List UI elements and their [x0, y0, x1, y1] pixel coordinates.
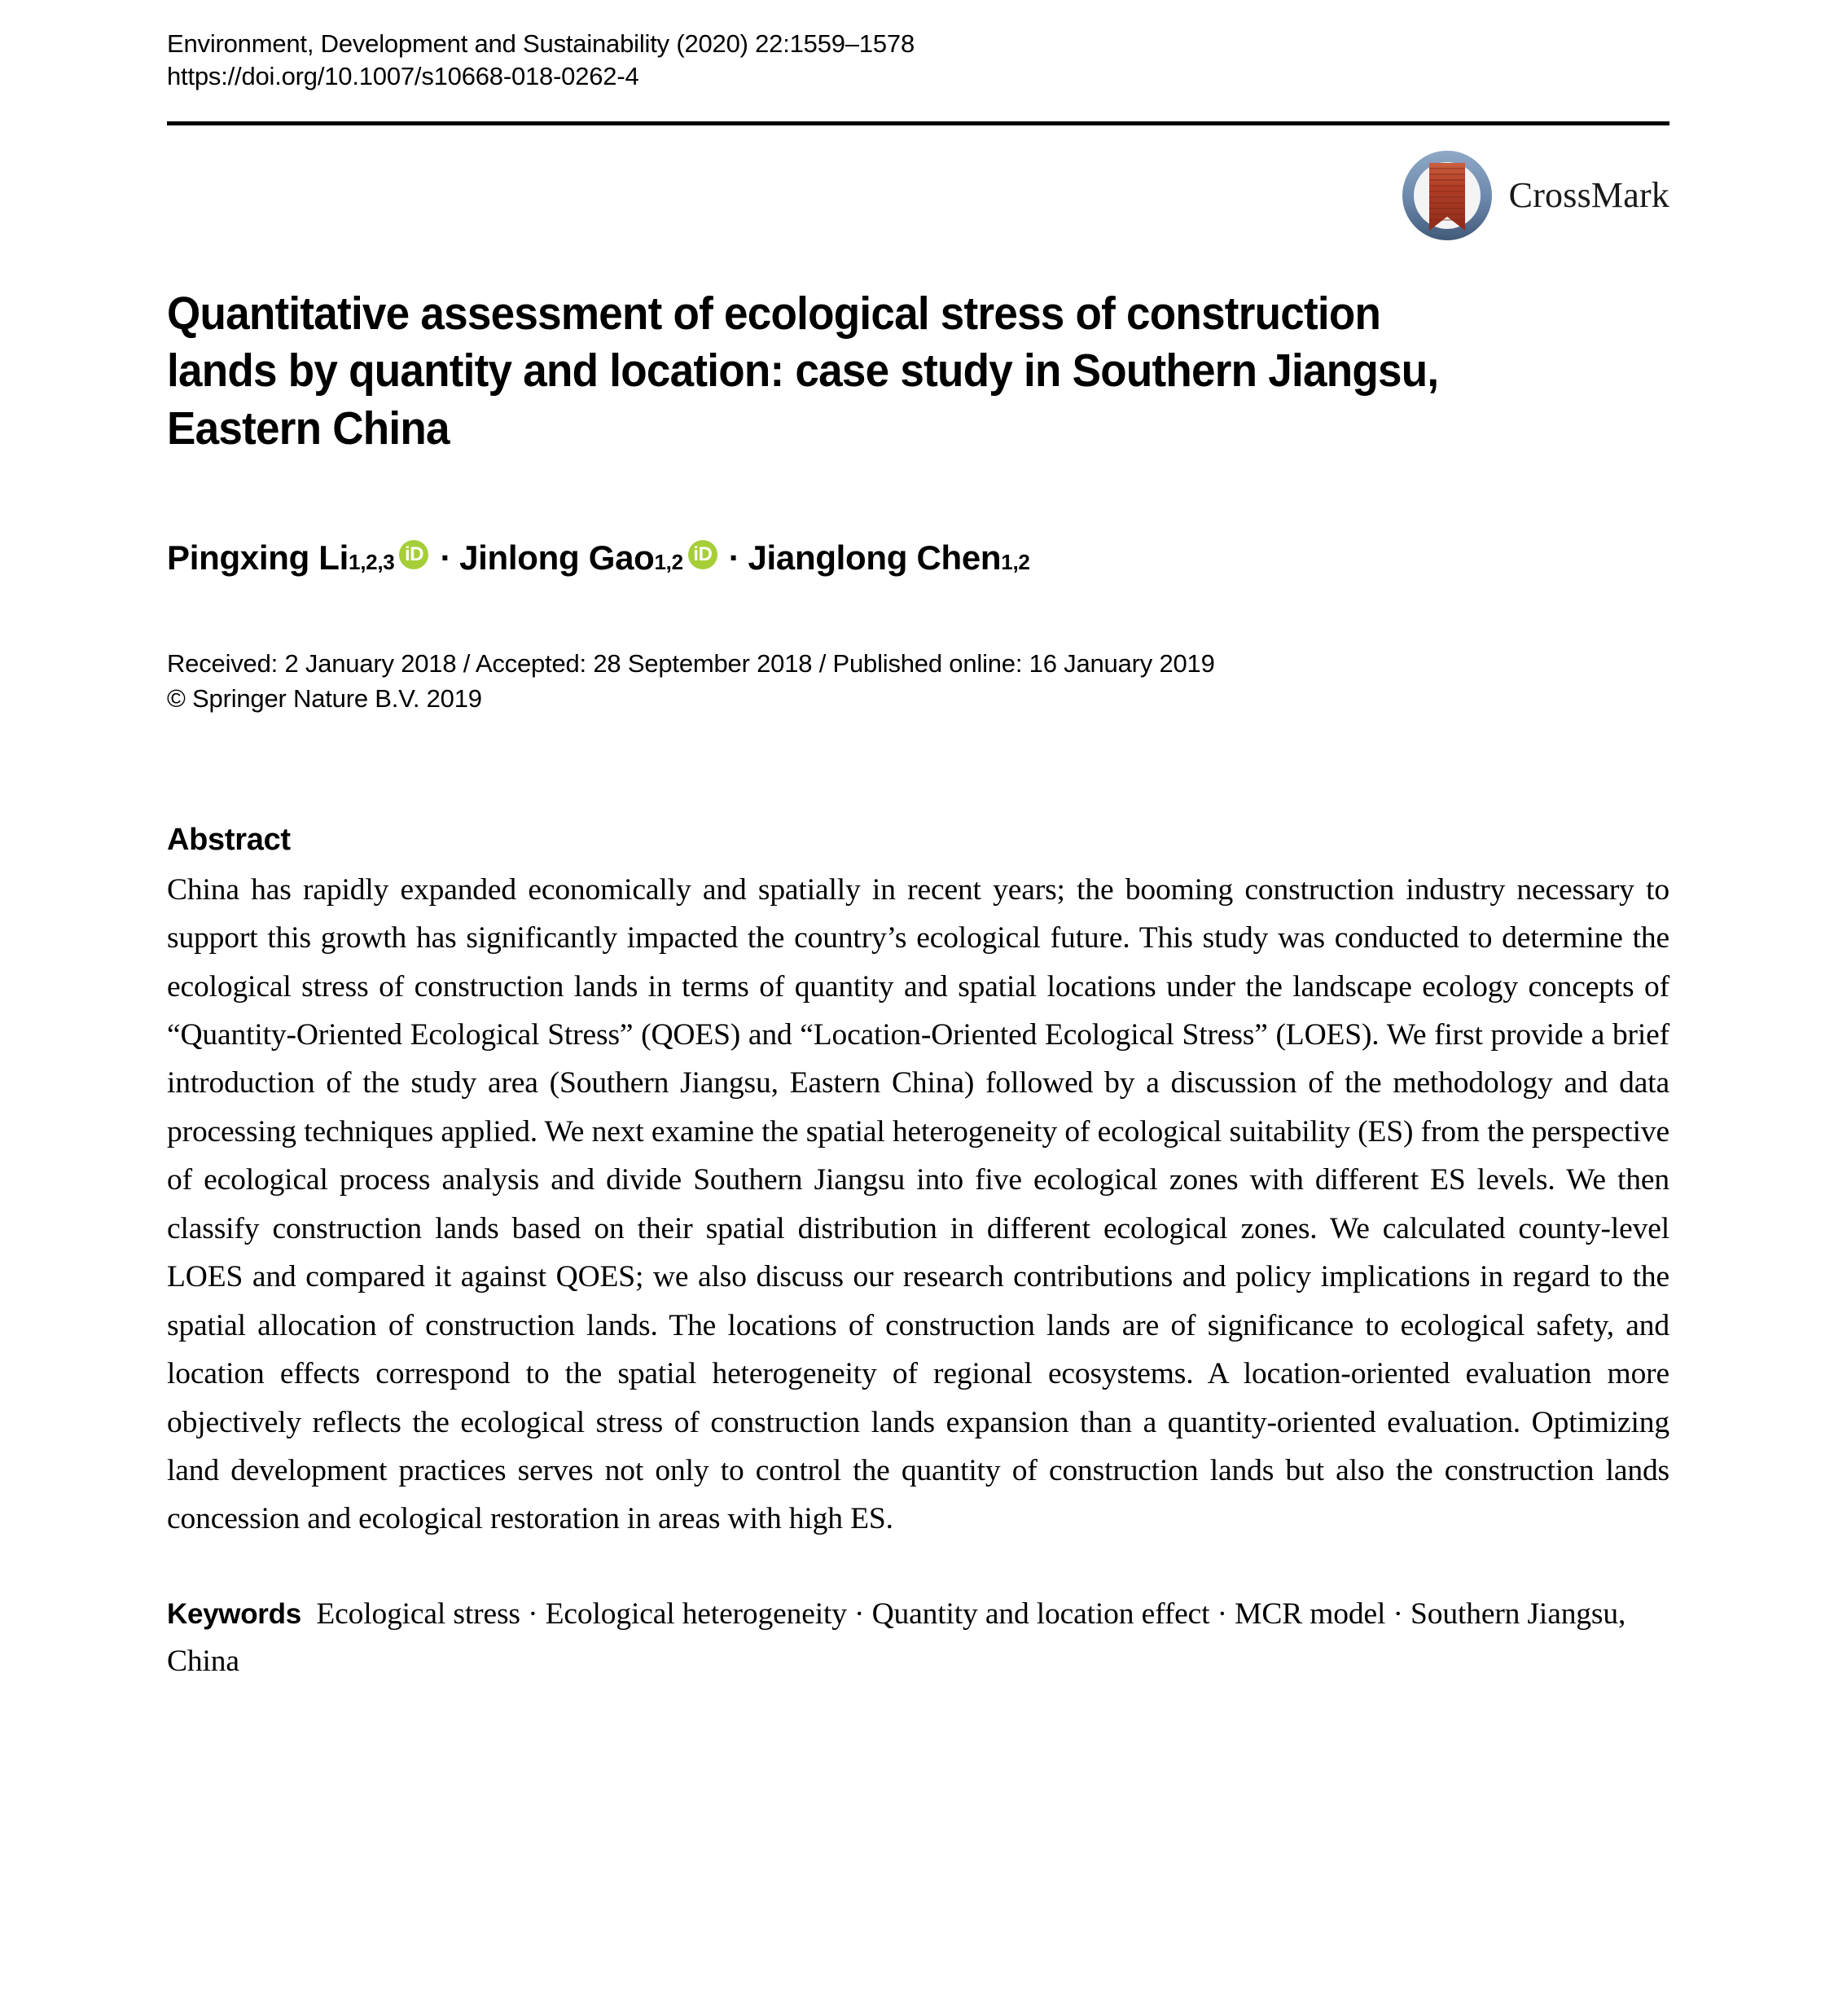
keywords-section [167, 1591, 1669, 1686]
page-title: Quantitative assessment of ecological stress of construction lands by quantity and location: case study in Southern Jiangsu, Eastern China [167, 287, 1439, 455]
author-separator: · [440, 538, 452, 577]
author-list: Pingxing Li 1,2,3 iD · Jinlong Gao 1,2 iD · Jianglong Chen 1,2 [167, 536, 1669, 581]
crossmark-row [167, 148, 1669, 251]
author-name: Jinlong Gao [459, 538, 655, 577]
abstract-body: China has rapidly expanded economically and spatially in recent years; the booming construction industry necessary to support this growth has significantly impacted the country’s ecological future. This study was conducted to determine the ecological stress of construction lands in terms of quantity and spatial locations under the landscape ecology concepts of “Quantity-Oriented Ecological Stress” (QOES) and “Location-Oriented Ecological Stress” (LOES). We first provide a brief introduction of the study area (Southern Jiangsu, Eastern China) followed by a discussion of the methodology and data processing techniques applied. We next examine the spatial heterogeneity of ecological suitability (ES) from the perspective of ecological process analysis and divide Southern Jiangsu into five ecological zones with different ES levels. We then classify construction lands based on their spatial distribution in different ecological zones. We calculated county-level LOES and compared it against QOES; we also discuss our research contributions and policy implications in regard to the spatial allocation of construction lands. The locations of construction lands are of significance to ecological safety, and location effects correspond to the spatial heterogeneity of regional ecosystems. A location-oriented evaluation more objectively reflects the ecological stress of construction lands expansion than a quantity-oriented evaluation. Optimizing land development practices serves not only to control the quantity of construction lands but also the construction lands concession and ecological restoration in areas with high ES. [167, 872, 1669, 1536]
author-separator: · [728, 538, 740, 577]
received-accepted-published-line: Received: 2 January 2018 / Accepted: 28 September 2018 / Published online: 16 January 2019 [167, 649, 1215, 679]
journal-running-head [167, 0, 1669, 94]
crossmark-icon [1400, 148, 1494, 243]
crossmark-button[interactable] [1400, 148, 1669, 243]
journal-doi-line[interactable]: https://doi.org/10.1007/s10668-018-0262-4 [167, 62, 639, 91]
orcid-icon[interactable]: iD [688, 540, 717, 569]
author-name: Jianglong Chen [748, 538, 1002, 577]
header-divider-rule [167, 121, 1669, 125]
copyright-line: © Springer Nature B.V. 2019 [167, 683, 482, 713]
author-name: Pingxing Li [167, 538, 349, 577]
keywords-list: Ecological stress · Ecological heterogeneity · Quantity and location effect · MCR model · Southern Jiangsu, China [167, 1597, 1626, 1679]
orcid-icon[interactable]: iD [399, 540, 428, 569]
crossmark-label: CrossMark [1508, 175, 1669, 216]
journal-citation-line: Environment, Development and Sustainability (2020) 22:1559–1578 [167, 29, 915, 58]
publication-history [167, 647, 1669, 717]
abstract-heading: Abstract [167, 822, 291, 857]
page-content-column [167, 0, 1669, 1686]
keywords-heading: Keywords [167, 1597, 301, 1630]
